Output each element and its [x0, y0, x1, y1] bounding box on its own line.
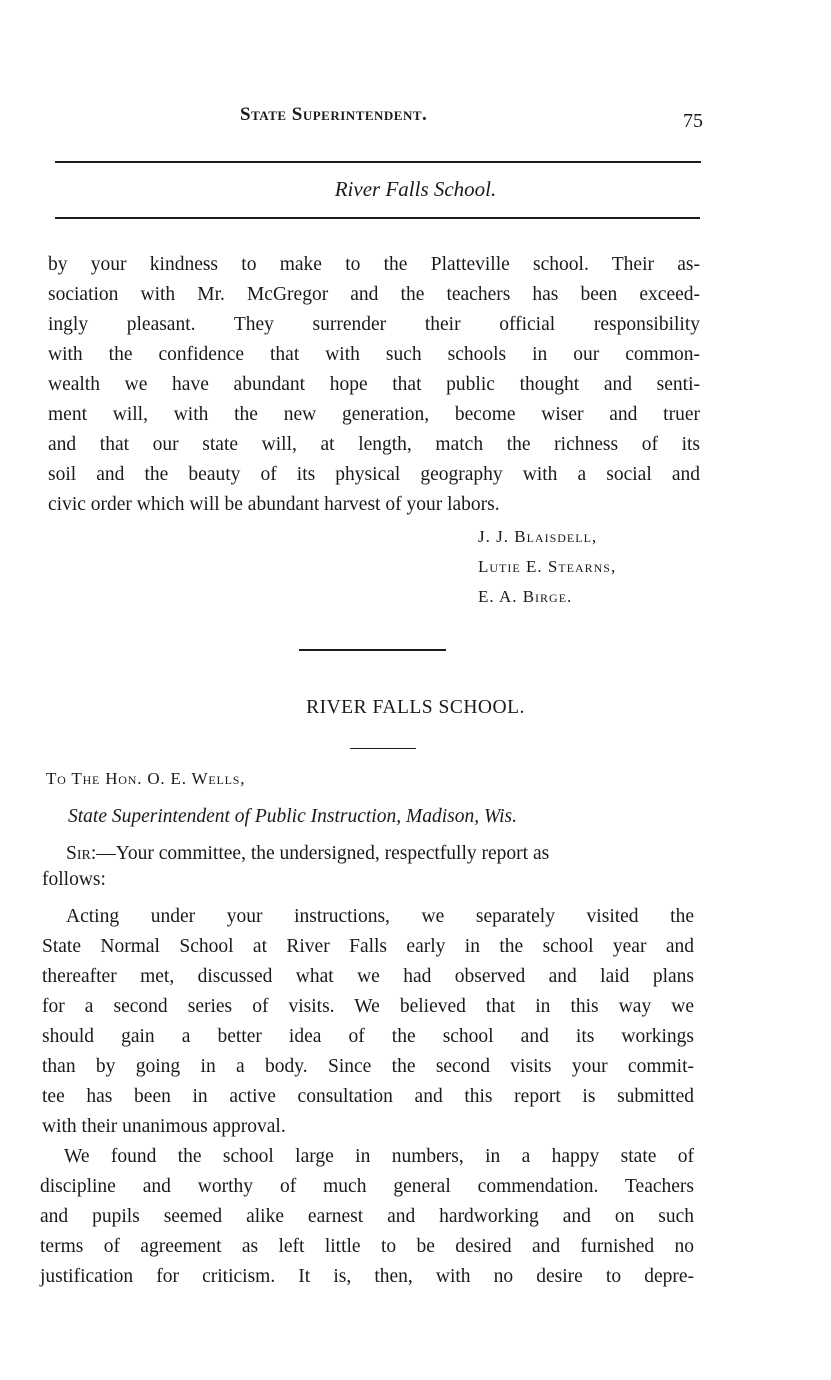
sir-rest: :—Your committee, the undersigned, respectfully report as	[90, 843, 550, 864]
text-line: ingly pleasant. They surrender their official responsibility	[48, 314, 700, 335]
section-title: River Falls School.	[334, 177, 497, 201]
text-line: and that our state will, at length, match the richness of its	[48, 434, 700, 455]
signature-3: E. A. Birge.	[478, 587, 573, 606]
paragraph-1	[42, 902, 694, 1142]
sir-line-2: follows:	[42, 869, 106, 890]
text-line: terms of agreement as left little to be desired and furnished no	[40, 1236, 694, 1257]
sir-line	[66, 843, 694, 865]
salutation: To The Hon. O. E. Wells,	[46, 769, 246, 788]
text-line: for a second series of visits. We believed that in this way we	[42, 996, 694, 1017]
text-line: We found the school large in numbers, in a happy state of	[64, 1146, 694, 1167]
text-line: ment will, with the new generation, become wiser and truer	[48, 404, 700, 425]
section-divider	[299, 649, 446, 651]
paragraph-2	[40, 1142, 694, 1292]
text-line: should gain a better idea of the school and its workings	[42, 1026, 694, 1047]
header-rule-top	[55, 161, 701, 163]
text-line: soil and the beauty of its physical geography with a social and	[48, 464, 700, 485]
text-line: tee has been in active consultation and this report is submitted	[42, 1086, 694, 1107]
continued-paragraph	[48, 250, 700, 520]
text-line: than by going in a body. Since the second visits your commit-	[42, 1056, 694, 1077]
text-line: thereafter met, discussed what we had observed and laid plans	[42, 966, 694, 987]
report-heading: RIVER FALLS SCHOOL.	[306, 697, 525, 718]
text-line: civic order which will be abundant harvest of your labors.	[48, 494, 500, 515]
header-rule-bottom	[55, 217, 700, 219]
text-line: and pupils seemed alike earnest and hardworking and on such	[40, 1206, 694, 1227]
text-line: discipline and worthy of much general commendation. Teachers	[40, 1176, 694, 1197]
page-number: 75	[683, 110, 703, 132]
text-line: Acting under your instructions, we separately visited the	[66, 906, 694, 927]
text-line: by your kindness to make to the Platteville school. Their as-	[48, 254, 700, 275]
text-line: justification for criticism. It is, then, with no desire to depre-	[40, 1266, 694, 1287]
text-line: State Normal School at River Falls early in the school year and	[42, 936, 694, 957]
text-line: with the confidence that with such schools in our common-	[48, 344, 700, 365]
heading-short-rule	[350, 748, 416, 749]
running-head: State Superintendent.	[240, 104, 428, 125]
text-line: wealth we have abundant hope that public thought and senti-	[48, 374, 700, 395]
address-line: State Superintendent of Public Instruction, Madison, Wis.	[68, 806, 517, 827]
signature-2: Lutie E. Stearns,	[478, 557, 617, 576]
sir-word: Sir	[66, 843, 91, 864]
signature-1: J. J. Blaisdell,	[478, 527, 598, 546]
text-line: sociation with Mr. McGregor and the teachers has been exceed-	[48, 284, 700, 305]
text-line: with their unanimous approval.	[42, 1116, 286, 1137]
